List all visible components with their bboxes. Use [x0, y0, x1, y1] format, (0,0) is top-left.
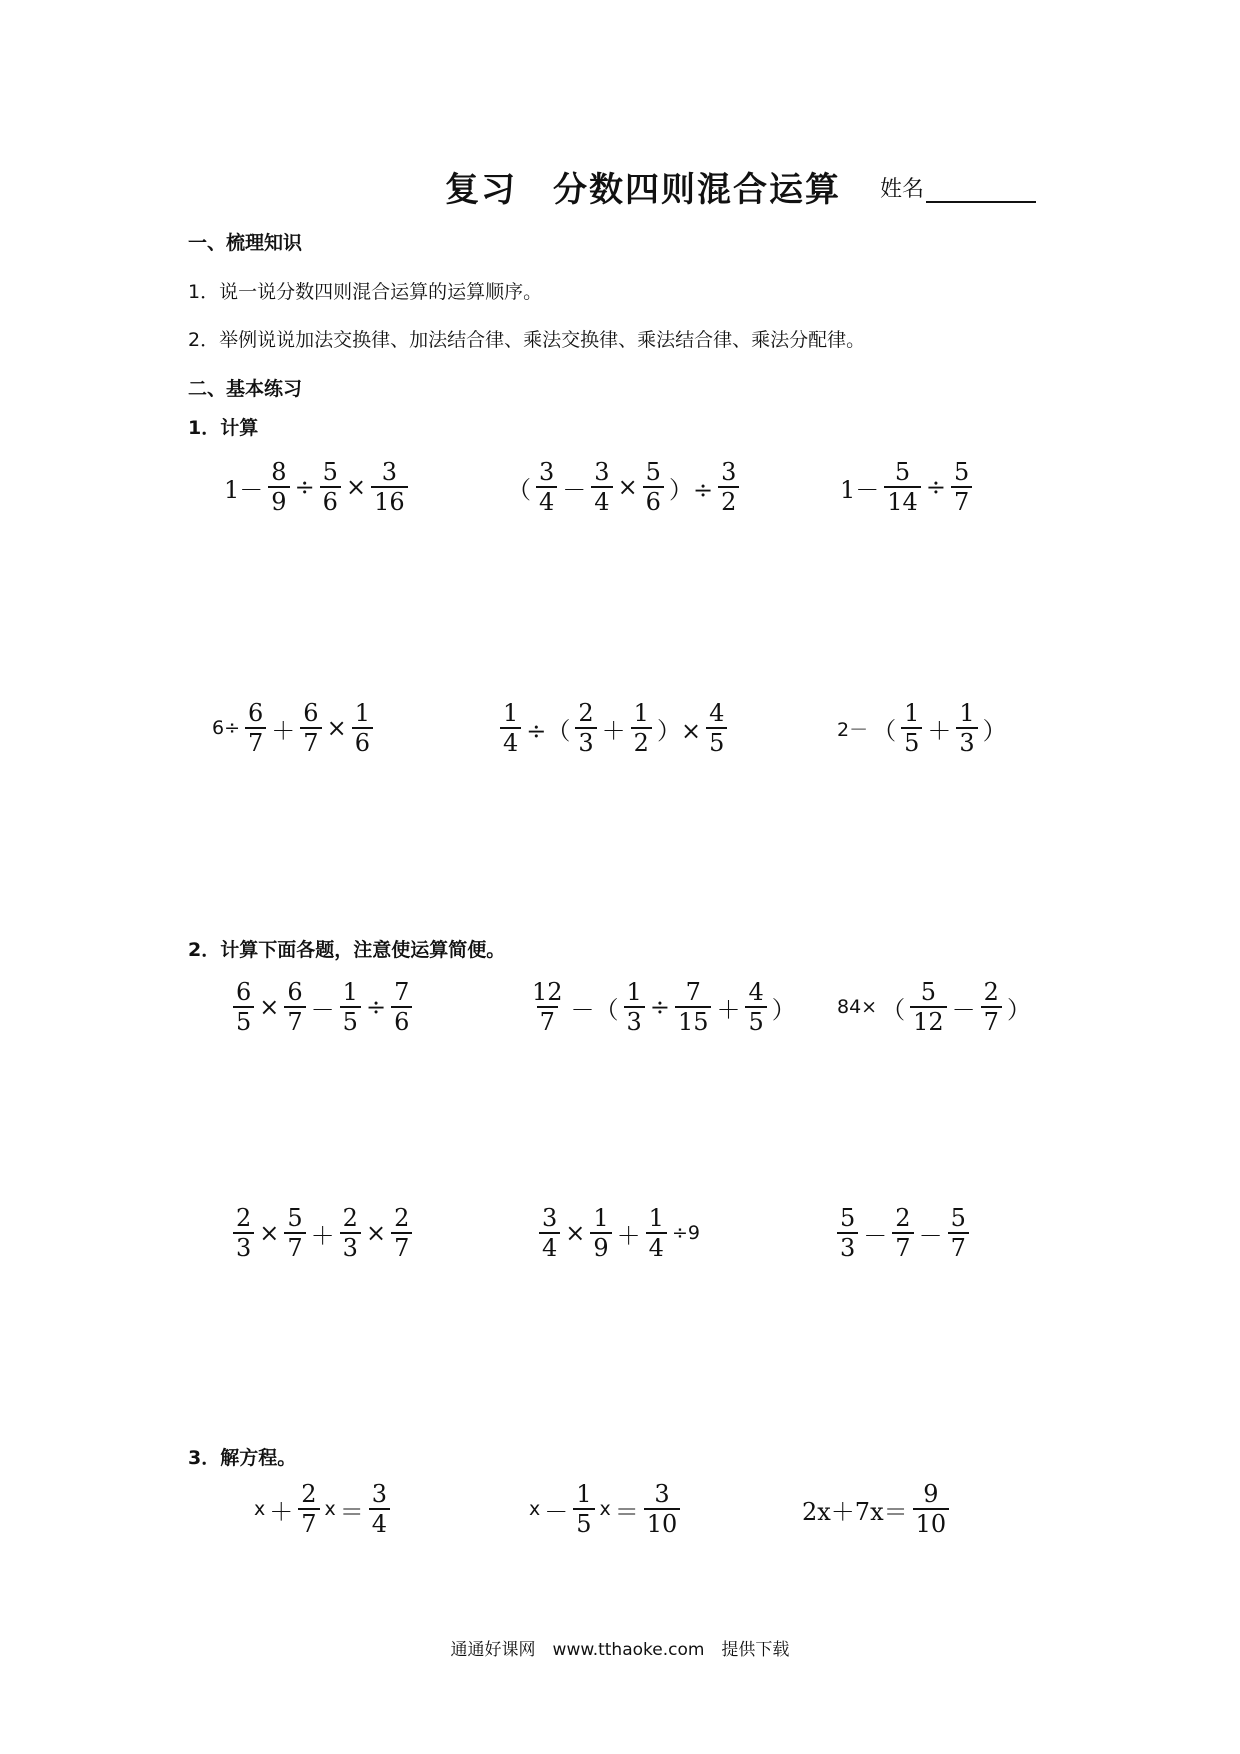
math-operator: －（ [570, 995, 619, 1024]
fraction [500, 699, 521, 757]
fraction-denominator: 2 [718, 486, 739, 516]
math-operator: × [326, 714, 347, 742]
fraction-denominator: 3 [956, 727, 977, 757]
math-operator: ＋ [601, 716, 626, 745]
fraction-numerator: 3 [371, 1480, 388, 1508]
equation-expression [252, 1474, 393, 1544]
math-operator: ÷ [365, 993, 387, 1021]
problem-expression [230, 1198, 415, 1268]
math-operator: ＋ [927, 716, 952, 745]
fraction-numerator: 2 [394, 1204, 410, 1232]
fraction-denominator: 4 [536, 486, 557, 516]
math-operator: × [259, 993, 280, 1021]
fraction [644, 1480, 681, 1538]
math-operator: 2x＋7x＝ [802, 1497, 908, 1526]
math-operator: ） [982, 716, 1007, 745]
fraction-denominator: 3 [837, 1232, 858, 1262]
problem-expression [505, 452, 742, 522]
math-operator: × [365, 1219, 387, 1247]
fraction [718, 458, 739, 516]
math-operator: ÷（ [526, 716, 571, 745]
fraction-numerator: 5 [322, 458, 338, 486]
fraction-denominator: 4 [500, 727, 521, 757]
fraction-denominator: 7 [284, 1006, 305, 1036]
fraction [320, 458, 341, 516]
section-2-heading: 二、基本练习 [188, 378, 303, 400]
fraction [284, 978, 305, 1036]
fraction-denominator: 4 [539, 1232, 560, 1262]
page-title: 复习 分数四则混合运算 [445, 170, 841, 210]
fraction [884, 458, 921, 516]
math-operator: ＝ [339, 1497, 364, 1526]
math-operator: － [863, 1221, 888, 1250]
fraction [956, 699, 977, 757]
fraction-denominator: 10 [913, 1508, 950, 1538]
fraction-numerator: 2 [983, 978, 999, 1006]
fraction-numerator: 1 [633, 699, 649, 727]
fraction-numerator: 5 [894, 458, 911, 486]
fraction-numerator: 1 [342, 978, 358, 1006]
question-1-heading: 1．计算 [188, 417, 259, 439]
fraction [298, 1480, 319, 1538]
fraction-numerator: 5 [645, 458, 661, 486]
fraction [233, 1204, 254, 1262]
fraction [951, 458, 972, 516]
section-1-heading: 一、梳理知识 [188, 232, 303, 254]
fraction-numerator: 6 [248, 699, 264, 727]
fraction-denominator: 3 [575, 727, 596, 757]
fraction [391, 978, 412, 1036]
math-operator: （ [872, 716, 897, 745]
fraction [675, 978, 712, 1036]
fraction [536, 458, 557, 516]
fraction [706, 699, 727, 757]
fraction-denominator: 7 [300, 727, 321, 757]
fraction-denominator: 10 [644, 1508, 681, 1538]
fraction [837, 1204, 858, 1262]
fraction-denominator: 5 [745, 1006, 766, 1036]
name-label: 姓名 [880, 177, 925, 202]
fraction-denominator: 16 [371, 486, 408, 516]
math-operator: 1－ [840, 475, 880, 504]
fraction [575, 699, 596, 757]
fraction-numerator: 5 [950, 1204, 966, 1232]
name-blank-line [926, 181, 1036, 203]
math-operator: ＋ [269, 1497, 294, 1526]
fraction-denominator: 2 [631, 727, 652, 757]
fraction [340, 1204, 361, 1262]
math-operator: ）× [656, 716, 702, 745]
equation-expression [800, 1474, 952, 1544]
fraction-numerator: 9 [923, 1480, 939, 1508]
math-operator: x [324, 1498, 336, 1520]
fraction-denominator: 14 [884, 486, 921, 516]
fraction-denominator: 4 [646, 1232, 667, 1262]
problem-expression [835, 693, 1009, 763]
fraction [371, 458, 408, 516]
fraction-denominator: 5 [706, 727, 727, 757]
math-operator: 2－ [837, 718, 869, 741]
fraction [539, 1204, 560, 1262]
fraction [892, 1204, 913, 1262]
fraction-numerator: 6 [287, 978, 303, 1006]
fraction-denominator: 9 [268, 486, 289, 516]
fraction-numerator: 6 [236, 978, 252, 1006]
fraction-numerator: 2 [301, 1480, 317, 1508]
fraction-numerator: 7 [394, 978, 410, 1006]
fraction-numerator: 2 [342, 1204, 358, 1232]
math-operator: ）÷ [668, 475, 714, 504]
fraction-numerator: 12 [532, 978, 563, 1006]
fraction-denominator: 7 [298, 1508, 319, 1538]
fraction-denominator: 6 [352, 727, 373, 757]
question-3-heading: 3．解方程。 [188, 1447, 297, 1469]
fraction-denominator: 7 [391, 1232, 412, 1262]
math-operator: － [562, 475, 587, 504]
fraction [300, 699, 321, 757]
fraction-numerator: 1 [648, 1204, 664, 1232]
fraction [643, 458, 664, 516]
fraction [591, 458, 612, 516]
fraction [624, 978, 645, 1036]
fraction-denominator: 7 [537, 1006, 558, 1036]
fraction-denominator: 15 [675, 1006, 712, 1036]
fraction-numerator: 1 [354, 699, 370, 727]
fraction-numerator: 3 [721, 458, 737, 486]
math-operator: ＋ [310, 1221, 335, 1250]
math-operator: × [565, 1219, 586, 1247]
fraction [981, 978, 1002, 1036]
fraction [352, 699, 373, 757]
fraction-numerator: 3 [542, 1204, 558, 1232]
fraction [369, 1480, 390, 1538]
problem-expression [835, 972, 1033, 1042]
fraction-denominator: 7 [948, 1232, 969, 1262]
problem-expression [222, 452, 411, 522]
fraction-numerator: 5 [840, 1204, 856, 1232]
fraction [631, 699, 652, 757]
fraction-denominator: 9 [590, 1232, 611, 1262]
equation-expression [527, 1474, 683, 1544]
fraction [590, 1204, 611, 1262]
fraction-denominator: 12 [910, 1006, 947, 1036]
math-operator: ） [1006, 995, 1031, 1024]
math-operator: × [259, 1219, 280, 1247]
math-operator: x [529, 1498, 541, 1520]
fraction [284, 1204, 305, 1262]
question-2-heading: 2．计算下面各题，注意使运算简便。 [188, 939, 506, 961]
fraction [573, 1480, 594, 1538]
fraction-numerator: 2 [895, 1204, 911, 1232]
fraction-numerator: 5 [920, 978, 937, 1006]
fraction [268, 458, 289, 516]
math-operator: x [599, 1498, 611, 1520]
problem-expression [834, 1198, 972, 1268]
fraction-denominator: 7 [284, 1232, 305, 1262]
fraction-denominator: 3 [340, 1232, 361, 1262]
section-1-item-2: 2．举例说说加法交换律、加法结合律、乘法交换律、乘法结合律、乘法分配律。 [188, 329, 866, 351]
fraction-numerator: 4 [748, 978, 764, 1006]
fraction [245, 699, 266, 757]
problem-expression [210, 693, 376, 763]
fraction-denominator: 7 [951, 486, 972, 516]
problem-expression [497, 693, 730, 763]
math-operator: － [544, 1497, 569, 1526]
fraction-numerator: 5 [953, 458, 970, 486]
fraction [910, 978, 947, 1036]
fraction-numerator: 3 [594, 458, 610, 486]
fraction-numerator: 1 [904, 699, 920, 727]
math-operator: ÷9 [671, 1222, 700, 1244]
math-operator: ÷ [925, 473, 946, 501]
fraction-numerator: 1 [593, 1204, 609, 1232]
fraction-denominator: 7 [892, 1232, 913, 1262]
math-operator: 6÷ [212, 717, 241, 739]
math-operator: ÷ [649, 993, 670, 1021]
fraction-denominator: 4 [591, 486, 612, 516]
fraction [948, 1204, 969, 1262]
problem-expression [536, 1198, 702, 1268]
fraction [646, 1204, 667, 1262]
fraction-denominator: 7 [981, 1006, 1002, 1036]
fraction-numerator: 3 [654, 1480, 670, 1508]
math-operator: ＋ [271, 716, 296, 745]
math-operator: 1－ [224, 475, 264, 504]
math-operator: ＝ [614, 1497, 639, 1526]
fraction-denominator: 6 [391, 1006, 412, 1036]
fraction-denominator: 7 [245, 727, 266, 757]
fraction-denominator: 5 [233, 1006, 254, 1036]
math-operator: × [617, 473, 638, 501]
math-operator: ＋ [716, 995, 741, 1024]
fraction-denominator: 3 [624, 1006, 645, 1036]
fraction-numerator: 1 [503, 699, 519, 727]
fraction-numerator: 4 [709, 699, 725, 727]
math-operator: － [951, 995, 976, 1024]
fraction-numerator: 1 [576, 1480, 592, 1508]
fraction-denominator: 3 [233, 1232, 254, 1262]
fraction-numerator: 2 [578, 699, 594, 727]
math-operator: （ [881, 995, 906, 1024]
section-1-item-1: 1．说一说分数四则混合运算的运算顺序。 [188, 281, 543, 303]
fraction-numerator: 3 [381, 458, 397, 486]
math-operator: x [254, 1498, 266, 1520]
fraction-denominator: 5 [340, 1006, 361, 1036]
problem-expression [526, 972, 798, 1042]
fraction [745, 978, 766, 1036]
fraction [391, 1204, 412, 1262]
math-operator: （ [507, 475, 531, 504]
fraction-denominator: 5 [901, 727, 922, 757]
fraction-numerator: 5 [287, 1204, 303, 1232]
fraction-denominator: 6 [643, 486, 664, 516]
fraction-denominator: 6 [320, 486, 341, 516]
fraction [233, 978, 254, 1036]
math-operator: × [345, 473, 367, 501]
fraction-numerator: 6 [303, 699, 319, 727]
footer-credit: 通通好课网 www.tthaoke.com 提供下载 [450, 1640, 790, 1660]
fraction-numerator: 8 [271, 458, 287, 486]
math-operator: － [310, 995, 335, 1024]
math-operator: － [918, 1221, 943, 1250]
fraction-denominator: 4 [369, 1508, 390, 1538]
math-operator: 84× [837, 996, 878, 1018]
math-operator: ） [771, 995, 796, 1024]
fraction-numerator: 1 [959, 699, 975, 727]
fraction-numerator: 1 [626, 978, 642, 1006]
fraction-numerator: 7 [685, 978, 701, 1006]
fraction [913, 1480, 950, 1538]
problem-expression [838, 452, 975, 522]
fraction [529, 978, 566, 1036]
math-operator: ÷ [294, 473, 315, 501]
fraction-numerator: 2 [236, 1204, 252, 1232]
fraction [901, 699, 922, 757]
math-operator: ＋ [616, 1221, 641, 1250]
problem-expression [230, 972, 415, 1042]
fraction-numerator: 3 [539, 458, 555, 486]
fraction-denominator: 5 [573, 1508, 594, 1538]
name-field [880, 172, 1036, 203]
fraction [340, 978, 361, 1036]
